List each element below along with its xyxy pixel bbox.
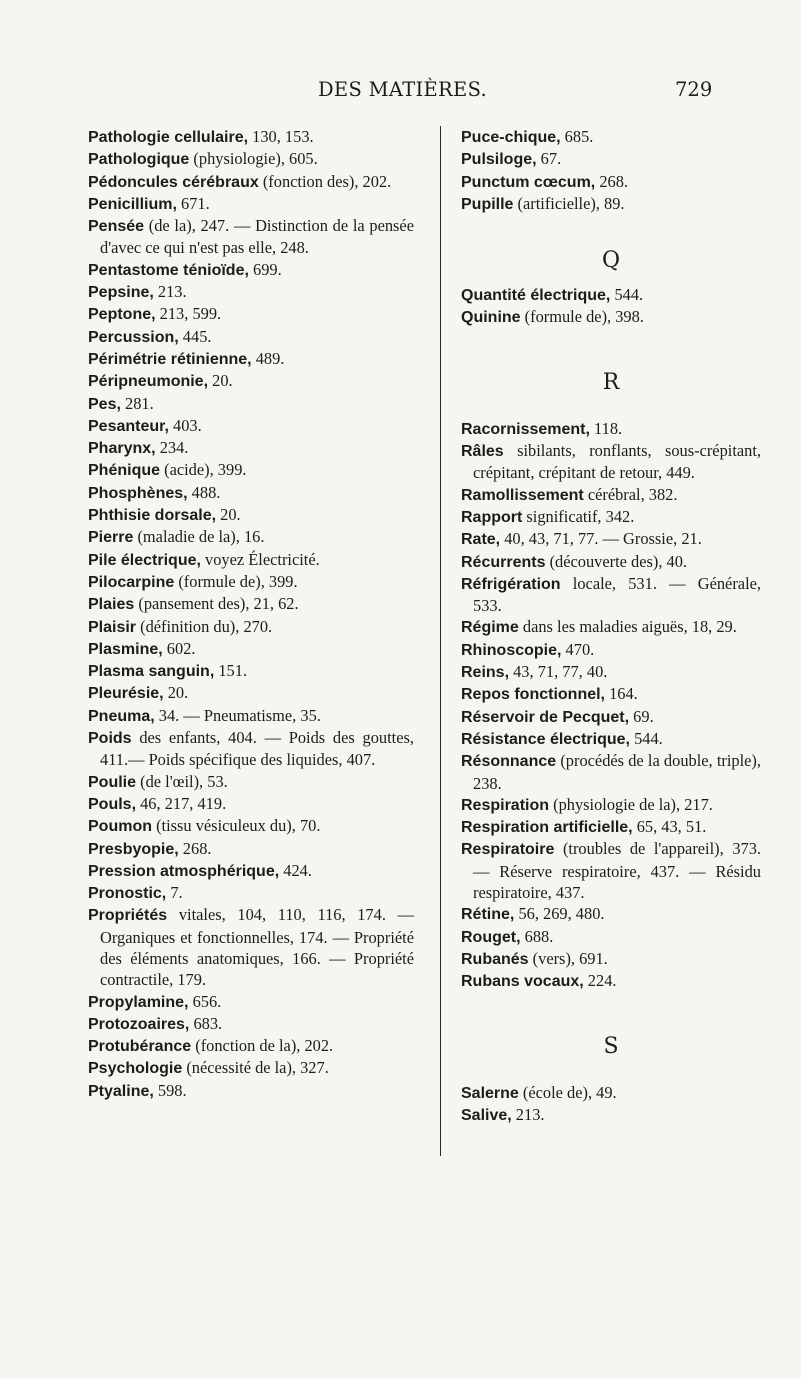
index-term: Poulie xyxy=(88,773,137,791)
index-entry xyxy=(88,370,414,392)
index-references: 130, 153. xyxy=(248,127,314,146)
index-references: 688. xyxy=(520,926,554,946)
index-references: 118. xyxy=(589,418,623,438)
index-entry xyxy=(461,970,761,992)
index-entry xyxy=(88,904,414,990)
index-term: Rhinoscopie, xyxy=(461,641,562,659)
index-entry xyxy=(88,705,414,727)
index-term: Pathologie cellulaire, xyxy=(88,129,249,146)
index-references: 164. xyxy=(605,684,638,704)
index-entry xyxy=(461,948,761,970)
index-references: 656. xyxy=(188,991,222,1011)
section-letter: Q xyxy=(601,248,621,274)
index-entry xyxy=(88,1057,414,1079)
index-references: (physiologie de la), 217. xyxy=(549,794,713,814)
index-references: (fonction de la), 202. xyxy=(191,1036,334,1056)
index-entry xyxy=(88,126,414,148)
index-term: Quinine xyxy=(461,309,521,327)
index-term: Punctum cœcum, xyxy=(461,173,596,191)
index-term: Pes, xyxy=(88,395,121,413)
index-references: 34. — Pneumatisme, 35. xyxy=(154,705,321,725)
index-term: Résistance électrique, xyxy=(461,730,630,748)
index-references: (de l'œil), 53. xyxy=(136,771,228,791)
page-number: 729 xyxy=(675,78,713,101)
index-entry xyxy=(461,193,761,215)
index-term: Rouget, xyxy=(461,928,521,946)
index-references: cérébral, 382. xyxy=(583,484,678,504)
index-term: Pharynx, xyxy=(88,440,156,458)
index-references: 488. xyxy=(187,482,221,502)
index-term: Plasmine, xyxy=(88,640,163,658)
index-references: 685. xyxy=(560,127,594,146)
index-entry xyxy=(88,616,414,638)
index-references: 20. xyxy=(163,683,189,703)
index-references: 213. xyxy=(153,282,187,302)
index-entry xyxy=(88,660,414,682)
index-term: Rétine, xyxy=(461,906,515,924)
index-term: Pile électrique, xyxy=(88,551,201,569)
index-entry xyxy=(88,504,414,526)
index-references: 69. xyxy=(629,706,654,726)
index-references: (artificielle), 89. xyxy=(513,193,625,213)
header-title: DES MATIÈRES. xyxy=(318,78,488,101)
index-term: Plasma sanguin, xyxy=(88,663,215,681)
index-references: 43, 71, 77, 40. xyxy=(509,662,608,682)
index-term: Quantité électrique, xyxy=(461,287,611,305)
index-entry xyxy=(88,437,414,459)
index-entry xyxy=(461,903,761,925)
index-references: (école de), 49. xyxy=(518,1082,617,1102)
index-references: (vers), 691. xyxy=(528,948,608,968)
index-references: 470. xyxy=(561,639,595,659)
index-term: Phthisie dorsale, xyxy=(88,507,217,525)
index-references: 671. xyxy=(176,193,210,213)
index-entry xyxy=(88,793,414,815)
index-term: Pesanteur, xyxy=(88,417,169,435)
index-entry xyxy=(88,682,414,704)
index-term: Penicillium, xyxy=(88,195,177,213)
index-references: (définition du), 270. xyxy=(136,616,273,636)
index-references: 602. xyxy=(162,638,196,658)
index-term: Rubanés xyxy=(461,950,529,968)
index-entry xyxy=(88,727,414,771)
index-references: (tissu vésiculeux du), 70. xyxy=(152,816,321,836)
index-references: (physiologie), 605. xyxy=(189,149,318,169)
index-entry xyxy=(88,171,414,193)
index-references: 7. xyxy=(166,883,183,903)
index-term: Percussion, xyxy=(88,328,179,346)
index-term: Reins, xyxy=(461,664,510,682)
index-entry xyxy=(461,440,761,484)
index-term: Réfrigération xyxy=(461,575,561,593)
index-entry xyxy=(88,593,414,615)
index-entry xyxy=(88,549,414,571)
index-term: Pulsiloge, xyxy=(461,151,537,169)
index-references: (nécessité de la), 327. xyxy=(182,1058,329,1078)
index-term: Râles xyxy=(461,443,504,461)
index-term: Péripneumonie, xyxy=(88,373,209,391)
index-term: Résonnance xyxy=(461,753,557,771)
index-entry xyxy=(88,838,414,860)
index-entry xyxy=(461,284,761,306)
index-term: Pouls, xyxy=(88,795,137,813)
index-references: 67. xyxy=(536,149,562,169)
index-entry xyxy=(88,991,414,1013)
index-entry xyxy=(88,1035,414,1057)
index-entry xyxy=(461,926,761,948)
index-entry xyxy=(461,706,761,728)
index-references: 151. xyxy=(214,661,248,681)
index-references: 445. xyxy=(178,326,212,346)
index-entry xyxy=(461,728,761,750)
index-references: vitales, 104, 110, 116, 174. — Organiques et fonctionnelles, 174. — Propriété des éléments anatomiques, 166. — Propriété contractile, 179. xyxy=(100,905,414,990)
index-entry xyxy=(461,506,761,528)
index-term: Propylamine, xyxy=(88,993,189,1011)
index-entry xyxy=(461,528,761,550)
index-references: (pansement des), 21, 62. xyxy=(134,594,299,614)
index-term: Poids xyxy=(88,730,132,748)
index-references: 56, 269, 480. xyxy=(514,904,605,924)
index-term: Racornissement, xyxy=(461,420,590,438)
index-references: 424. xyxy=(279,860,312,880)
index-references: (découverte des), 40. xyxy=(545,551,688,571)
index-term: Peptone, xyxy=(88,306,156,324)
index-references: significatif, 342. xyxy=(522,506,635,526)
column-divider xyxy=(440,126,441,1156)
index-references: 544. xyxy=(629,728,663,748)
index-column-right xyxy=(461,126,761,1126)
index-references: 268. xyxy=(178,838,212,858)
index-references: (maladie de la), 16. xyxy=(133,527,265,547)
index-entry xyxy=(88,860,414,882)
index-term: Salerne xyxy=(461,1084,519,1102)
index-references: (troubles de l'appareil), 373. — Réserve respiratoire, 437. — Résidu respiratoire, 437. xyxy=(473,839,761,903)
index-entry xyxy=(88,393,414,415)
index-references: sibilants, ronflants, sous-crépitant, crépitant, crépitant de retour, 449. xyxy=(473,441,761,483)
index-term: Ptyaline, xyxy=(88,1082,154,1100)
index-references: 699. xyxy=(248,259,282,279)
index-entry xyxy=(88,1080,414,1102)
index-references: 281. xyxy=(120,393,154,413)
index-entry xyxy=(461,794,761,816)
index-term: Pentastome ténioïde, xyxy=(88,261,249,279)
index-entry xyxy=(461,750,761,794)
index-entry xyxy=(88,303,414,325)
index-entry xyxy=(88,482,414,504)
index-entry xyxy=(461,418,761,440)
index-term: Respiration artificielle, xyxy=(461,819,633,837)
index-references: 20. xyxy=(208,371,233,391)
index-entry xyxy=(88,193,414,215)
index-entry xyxy=(88,259,414,281)
index-entry xyxy=(461,683,761,705)
index-entry xyxy=(461,816,761,838)
index-entry xyxy=(88,771,414,793)
index-term: Réservoir de Pecquet, xyxy=(461,708,630,726)
index-entry xyxy=(461,306,761,328)
index-term: Rubans vocaux, xyxy=(461,973,584,991)
index-term: Pronostic, xyxy=(88,885,167,903)
index-references: (formule de), 398. xyxy=(520,307,644,327)
index-references: (procédés de la double, triple), 238. xyxy=(473,751,761,793)
index-term: Phénique xyxy=(88,462,161,480)
index-term: Pupille xyxy=(461,195,514,213)
index-entry xyxy=(461,1104,761,1126)
index-references: 46, 217, 419. xyxy=(136,793,227,813)
index-references: (formule de), 399. xyxy=(174,571,298,591)
index-term: Propriétés xyxy=(88,907,168,925)
index-references: 683. xyxy=(189,1013,223,1033)
index-entry xyxy=(461,661,761,683)
index-term: Psychologie xyxy=(88,1060,183,1078)
section-letter: S xyxy=(603,1033,619,1059)
index-term: Plaisir xyxy=(88,618,137,636)
index-references: 403. xyxy=(168,415,202,435)
index-term: Pilocarpine xyxy=(88,573,175,591)
index-term: Respiratoire xyxy=(461,841,555,859)
index-entry xyxy=(88,815,414,837)
index-references: 213, 599. xyxy=(155,304,222,324)
index-term: Rate, xyxy=(461,531,501,549)
index-term: Phosphènes, xyxy=(88,484,188,502)
index-term: Poumon xyxy=(88,818,152,836)
index-entry xyxy=(461,616,761,638)
index-term: Pédoncules cérébraux xyxy=(88,173,259,191)
index-references: des enfants, 404. — Poids des gouttes, 411.— Poids spécifique des liquides, 407. xyxy=(100,728,414,770)
index-references: locale, 531. — Générale, 533. xyxy=(473,573,761,616)
index-entry xyxy=(461,573,761,617)
index-term: Plaies xyxy=(88,596,135,614)
index-entry xyxy=(88,326,414,348)
index-term: Puce-chique, xyxy=(461,129,561,146)
index-references: 544. xyxy=(610,285,644,305)
index-entry xyxy=(88,571,414,593)
index-term: Repos fonctionnel, xyxy=(461,686,605,704)
index-entry xyxy=(88,415,414,437)
index-entry xyxy=(88,281,414,303)
index-entry xyxy=(88,148,414,170)
index-entry xyxy=(88,526,414,548)
index-term: Ramollissement xyxy=(461,486,584,504)
index-entry xyxy=(461,171,761,193)
index-term: Périmétrie rétinienne, xyxy=(88,350,252,368)
index-references: 268. xyxy=(595,171,629,191)
index-entry xyxy=(88,459,414,481)
index-references: 224. xyxy=(583,971,617,991)
index-references: 40, 43, 71, 77. — Grossie, 21. xyxy=(500,529,702,549)
index-term: Régime xyxy=(461,619,519,637)
index-term: Pathologique xyxy=(88,151,190,169)
index-references: (acide), 399. xyxy=(160,460,247,480)
index-term: Salive, xyxy=(461,1106,512,1124)
index-entry xyxy=(461,148,761,170)
index-references: 234. xyxy=(155,438,189,458)
index-references: 598. xyxy=(153,1080,187,1100)
index-entry xyxy=(88,348,414,370)
index-term: Pleurésie, xyxy=(88,685,164,703)
index-references: 65, 43, 51. xyxy=(632,817,707,837)
index-references: (fonction des), 202. xyxy=(258,171,392,191)
index-term: Protozoaires, xyxy=(88,1015,190,1033)
index-entry xyxy=(461,1082,761,1104)
index-term: Pensée xyxy=(88,218,145,236)
index-references: 489. xyxy=(251,348,285,368)
index-term: Pression atmosphérique, xyxy=(88,862,280,880)
index-term: Pepsine, xyxy=(88,284,154,302)
index-term: Protubérance xyxy=(88,1038,192,1056)
index-entry xyxy=(461,126,761,148)
index-entry xyxy=(88,215,414,259)
index-entry xyxy=(88,882,414,904)
index-column-left xyxy=(88,126,414,1102)
index-term: Pierre xyxy=(88,529,134,547)
index-term: Respiration xyxy=(461,796,550,814)
index-entry xyxy=(461,551,761,573)
index-term: Rapport xyxy=(461,508,523,526)
index-entry xyxy=(88,1013,414,1035)
index-references: 213. xyxy=(511,1104,545,1124)
index-entry xyxy=(88,638,414,660)
index-references: 20. xyxy=(216,505,241,525)
index-entry xyxy=(461,639,761,661)
index-references: dans les maladies aiguës, 18, 29. xyxy=(518,617,737,637)
index-references: (de la), 247. — Distinction de la pensée d'avec ce qui n'est pas elle, 248. xyxy=(100,216,414,258)
running-header xyxy=(0,78,801,102)
index-term: Pneuma, xyxy=(88,707,155,725)
index-references: voyez Électricité. xyxy=(200,549,320,569)
index-entry xyxy=(461,838,761,903)
index-term: Récurrents xyxy=(461,553,546,571)
index-term: Presbyopie, xyxy=(88,840,179,858)
index-entry xyxy=(461,484,761,506)
section-letter: R xyxy=(602,369,620,395)
